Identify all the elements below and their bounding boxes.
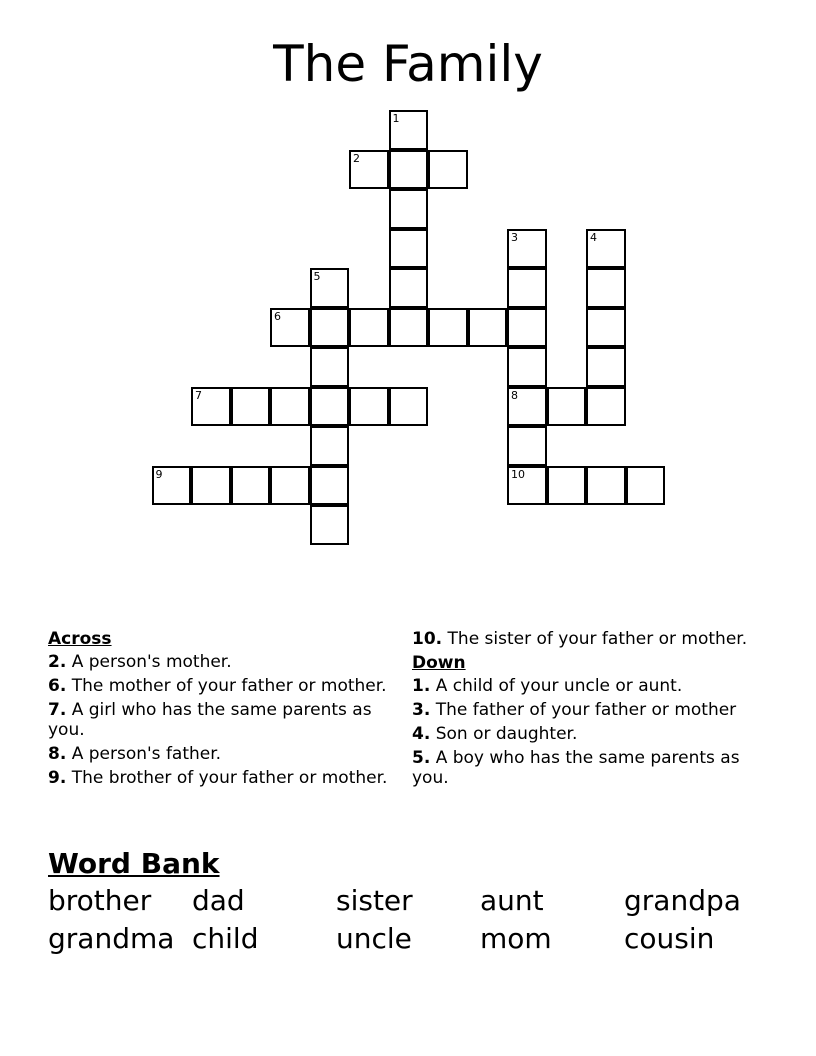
grid-cell[interactable]	[310, 387, 350, 427]
clue-number-label: 1	[392, 112, 400, 125]
clue-across-7	[48, 700, 388, 740]
clue-across-2	[48, 652, 388, 672]
clue-text: The father of your father or mother	[435, 700, 737, 720]
word-bank-word: uncle	[336, 922, 412, 955]
clue-across-8	[48, 744, 388, 764]
clue-number: 8.	[48, 744, 67, 764]
grid-cell[interactable]	[507, 426, 547, 466]
clue-number: 7.	[48, 700, 67, 720]
grid-cell[interactable]	[310, 347, 350, 387]
grid-cell[interactable]	[626, 466, 666, 506]
clue-number: 1.	[412, 676, 431, 696]
clue-text: A child of your uncle or aunt.	[435, 676, 683, 696]
clues-right-column	[412, 629, 762, 792]
clue-text: A girl who has the same parents as you.	[48, 700, 372, 740]
clue-number-label: 5	[313, 270, 321, 283]
grid-cell[interactable]	[310, 426, 350, 466]
clue-text: Son or daughter.	[435, 724, 578, 744]
clue-across-6	[48, 676, 388, 696]
clue-down-1	[412, 676, 762, 696]
grid-cell[interactable]	[468, 308, 508, 348]
grid-cell[interactable]	[349, 387, 389, 427]
clue-text: The brother of your father or mother.	[71, 768, 388, 788]
grid-cell[interactable]	[389, 268, 429, 308]
clue-number: 4.	[412, 724, 431, 744]
clue-number-label: 6	[274, 309, 281, 323]
grid-cell[interactable]	[586, 308, 626, 348]
word-bank-word: sister	[336, 884, 413, 917]
grid-cell[interactable]	[389, 189, 429, 229]
grid-cell[interactable]	[507, 466, 547, 506]
clue-number-label: 10	[511, 467, 525, 481]
page-title: The Family	[273, 35, 543, 93]
word-bank-word: grandpa	[624, 884, 741, 917]
clue-down-5	[412, 748, 762, 788]
grid-cell[interactable]	[191, 466, 231, 506]
word-bank-word: mom	[480, 922, 552, 955]
word-bank-word: brother	[48, 884, 152, 917]
clue-text: The mother of your father or mother.	[71, 676, 387, 696]
grid-cell[interactable]	[586, 268, 626, 308]
grid-cell[interactable]	[389, 150, 429, 190]
clue-number: 9.	[48, 768, 67, 788]
word-bank-word: child	[192, 922, 259, 955]
grid-cell[interactable]	[349, 308, 389, 348]
grid-cell[interactable]	[507, 268, 547, 308]
grid-cell[interactable]	[389, 110, 429, 150]
grid-cell[interactable]	[507, 229, 547, 269]
clue-down-3	[412, 700, 762, 720]
clue-number: 10.	[412, 629, 443, 649]
grid-cell[interactable]	[231, 466, 271, 506]
grid-cell[interactable]	[586, 229, 626, 269]
grid-cell[interactable]	[191, 387, 231, 427]
down-heading: Down	[412, 653, 466, 673]
grid-cell[interactable]	[152, 466, 192, 506]
grid-cell[interactable]	[270, 308, 310, 348]
grid-cell[interactable]	[310, 466, 350, 506]
grid-cell[interactable]	[547, 387, 587, 427]
grid-cell[interactable]	[547, 466, 587, 506]
clue-number: 5.	[412, 748, 431, 768]
grid-cell[interactable]	[389, 308, 429, 348]
grid-cell[interactable]	[586, 466, 626, 506]
clue-across-10	[412, 629, 762, 649]
grid-cell[interactable]	[310, 505, 350, 545]
clue-text: A person's father.	[71, 744, 222, 764]
clue-number-label: 9	[155, 467, 163, 481]
word-bank-word: cousin	[624, 922, 715, 955]
grid-cell[interactable]	[586, 347, 626, 387]
clue-number-label: 7	[195, 388, 202, 402]
grid-cell[interactable]	[389, 229, 429, 269]
clue-number-label: 4	[590, 230, 597, 244]
clue-text: A person's mother.	[71, 652, 232, 672]
grid-cell[interactable]	[389, 387, 429, 427]
grid-cell[interactable]	[270, 466, 310, 506]
clue-number-label: 8	[511, 388, 518, 402]
clue-number-label: 2	[353, 151, 360, 165]
grid-cell[interactable]	[349, 150, 389, 190]
grid-cell[interactable]	[310, 268, 350, 308]
clue-number-label: 3	[511, 230, 518, 244]
clue-text: The sister of your father or mother.	[447, 629, 748, 649]
grid-cell[interactable]	[507, 347, 547, 387]
grid-cell[interactable]	[310, 308, 350, 348]
grid-cell[interactable]	[428, 308, 468, 348]
grid-cell[interactable]	[586, 387, 626, 427]
word-bank-word: aunt	[480, 884, 544, 917]
clue-number: 3.	[412, 700, 431, 720]
word-bank-word: grandma	[48, 922, 175, 955]
word-bank-word: dad	[192, 884, 245, 917]
grid-cell[interactable]	[270, 387, 310, 427]
clue-across-9	[48, 768, 388, 788]
grid-cell[interactable]	[428, 150, 468, 190]
clue-number: 2.	[48, 652, 67, 672]
grid-cell[interactable]	[231, 387, 271, 427]
grid-cell[interactable]	[507, 308, 547, 348]
clue-text: A boy who has the same parents as you.	[412, 748, 740, 788]
grid-cell[interactable]	[507, 387, 547, 427]
clue-number: 6.	[48, 676, 67, 696]
across-heading: Across	[48, 629, 112, 649]
word-bank-title: Word Bank	[48, 847, 220, 880]
clue-down-4	[412, 724, 762, 744]
clues-left-column	[48, 629, 388, 792]
